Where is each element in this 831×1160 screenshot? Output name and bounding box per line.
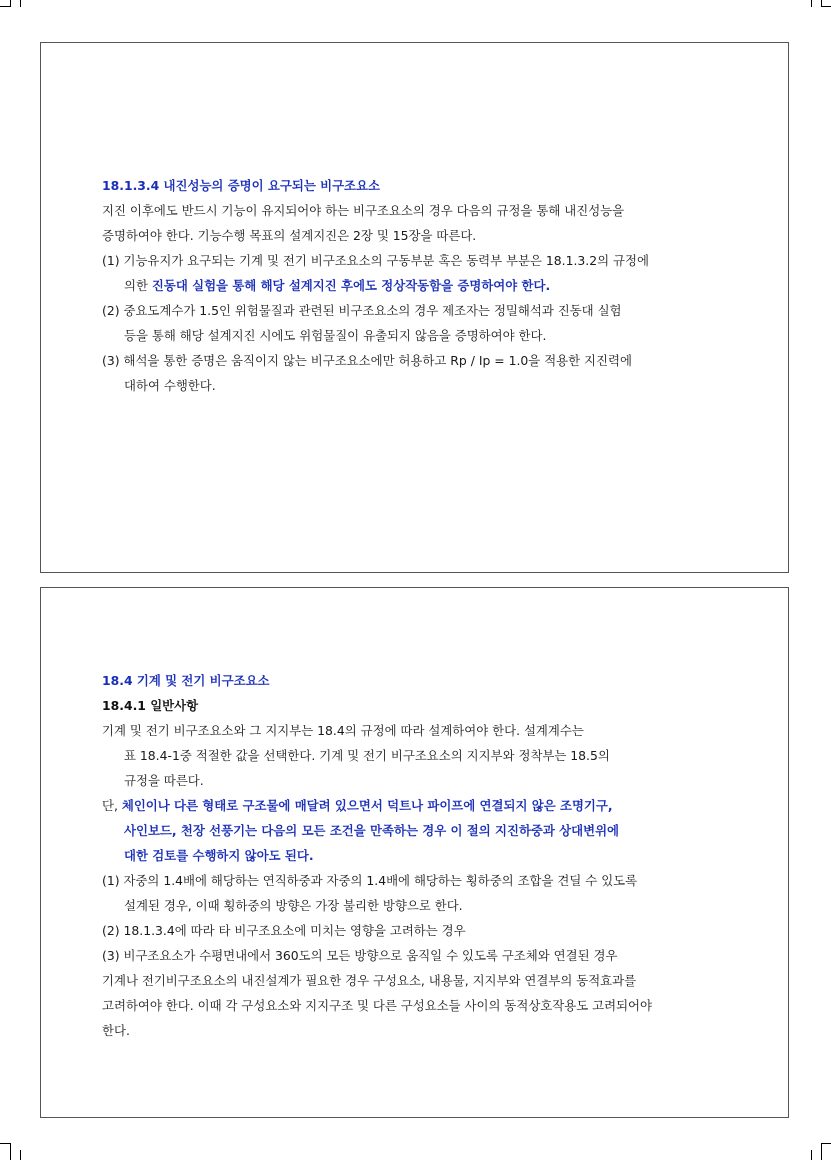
crop-mark-top-right-v1 (811, 0, 812, 7)
list-item-1-continued: 설계된 경우, 이때 횡하중의 방향은 가장 불리한 방향으로 한다. (124, 898, 463, 913)
slide-panel-bottom (40, 587, 789, 1118)
crop-mark-top-left-v1 (10, 0, 11, 7)
crop-mark-top-right-h (821, 6, 831, 7)
list-item-1: (1) 자중의 1.4배에 해당하는 연직하중과 자중의 1.4배에 해당하는 횡하중의 조합을 견딜 수 있도록 (102, 873, 638, 888)
exception-line-continued: 사인보드, 천장 선풍기는 다음의 모든 조건을 만족하는 경우 이 절의 지진하중과 상대변위에 (124, 823, 620, 838)
plain-text: 의한 (124, 278, 152, 293)
list-item-1: (1) 기능유지가 요구되는 기계 및 전기 비구조요소의 구동부분 혹은 동력부 부분은 18.1.3.2의 규정에 (102, 253, 649, 268)
section-heading-18-4: 18.4 기계 및 전기 비구조요소 (102, 673, 270, 688)
crop-mark-bottom-right-v1 (811, 1150, 812, 1160)
list-item-2: (2) 18.1.3.4에 따라 타 비구조요소에 미치는 영향을 고려하는 경우 (102, 923, 466, 938)
plain-text: 단, (102, 798, 122, 813)
list-item-2: (2) 중요도계수가 1.5인 위험물질과 관련된 비구조요소의 경우 제조자는 정밀해석과 진동대 실험 (102, 303, 622, 318)
emphasis-text: 진동대 실험을 통해 해당 설계지진 후에도 정상작동함을 증명하여야 한다. (151, 278, 551, 293)
crop-mark-bottom-right-h (821, 1143, 831, 1144)
paragraph-line: 기계 및 전기 비구조요소와 그 지지부는 18.4의 규정에 따라 설계하여야 한다. 설계계수는 (102, 723, 584, 738)
list-item-3: (3) 비구조요소가 수평면내에서 360도의 모든 방향으로 움직일 수 있도록 구조체와 연결된 경우 (102, 948, 618, 963)
crop-mark-bottom-left-v2 (20, 1150, 21, 1160)
section-heading-18-1-3-4: 18.1.3.4 내진성능의 증명이 요구되는 비구조요소 (102, 178, 380, 193)
crop-mark-top-right-v2 (821, 0, 822, 7)
paragraph-line: 지진 이후에도 반드시 기능이 유지되어야 하는 비구조요소의 경우 다음의 규정을 통해 내진성능을 (102, 203, 625, 218)
panel-top-content (102, 173, 768, 398)
exception-line (102, 793, 768, 818)
emphasis-text: 체인이나 다른 형태로 구조물에 매달려 있으면서 덕트나 파이프에 연결되지 않은 조명기구, (121, 798, 613, 813)
paragraph-line: 기계나 전기비구조요소의 내진설계가 필요한 경우 구성요소, 내용물, 지지부와 연결부의 동적효과를 (102, 973, 637, 988)
crop-mark-top-left-h (0, 6, 10, 7)
crop-mark-bottom-right-v2 (821, 1143, 822, 1160)
slide-panel-top (40, 42, 789, 573)
crop-mark-top-left-v2 (20, 0, 21, 7)
paragraph-line-continued: 규정을 따른다. (124, 773, 204, 788)
paragraph-line: 증명하여야 한다. 기능수행 목표의 설계지진은 2장 및 15장을 따른다. (102, 228, 477, 243)
crop-mark-bottom-left-v1 (10, 1143, 11, 1160)
panel-bottom-content (102, 668, 768, 1043)
subsection-heading-18-4-1: 18.4.1 일반사항 (102, 698, 199, 713)
list-item-3-continued: 대하여 수행한다. (124, 378, 216, 393)
list-item-3: (3) 해석을 통한 증명은 움직이지 않는 비구조요소에만 허용하고 Rp / Ip = 1.0을 적용한 지진력에 (102, 353, 632, 368)
paragraph-line-continued: 표 18.4-1중 적절한 값을 선택한다. 기계 및 전기 비구조요소의 지지부와 정착부는 18.5의 (124, 748, 610, 763)
crop-mark-bottom-left-h (0, 1143, 10, 1144)
exception-line-continued: 대한 검토를 수행하지 않아도 된다. (124, 848, 314, 863)
paragraph-line: 한다. (102, 1023, 130, 1038)
list-item-1-continued (102, 273, 768, 298)
paragraph-line: 고려하여야 한다. 이때 각 구성요소와 지지구조 및 다른 구성요소들 사이의 동적상호작용도 고려되어야 (102, 998, 652, 1013)
list-item-2-continued: 등을 통해 해당 설계지진 시에도 위험물질이 유출되지 않음을 증명하여야 한다. (124, 328, 547, 343)
